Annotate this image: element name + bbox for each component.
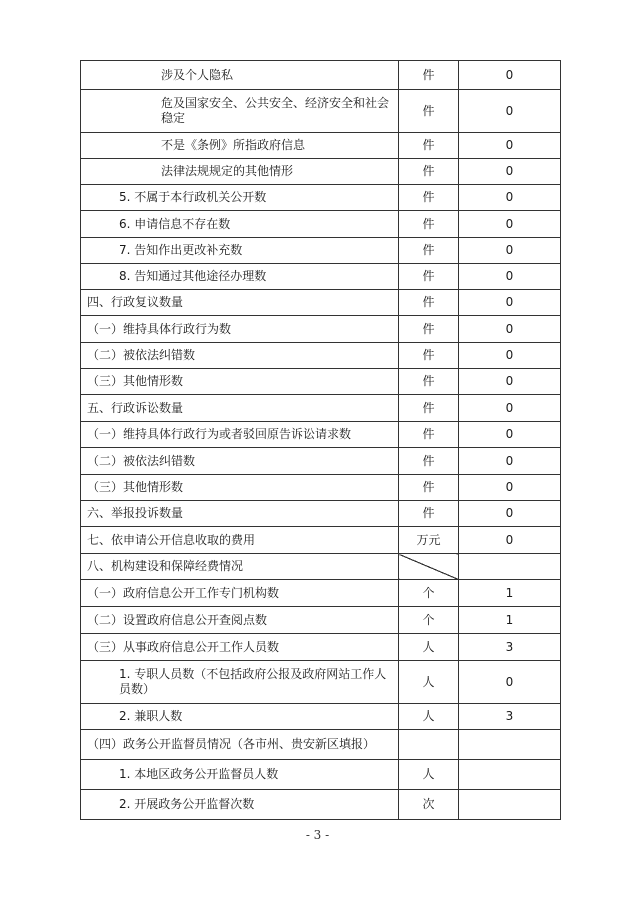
statistics-table xyxy=(80,60,561,820)
row-unit: 件 xyxy=(399,290,459,316)
row-unit: 件 xyxy=(399,501,459,527)
row-unit: 件 xyxy=(399,395,459,422)
row-value: 0 xyxy=(459,159,561,185)
row-label: 危及国家安全、公共安全、经济安全和社会稳定 xyxy=(81,90,399,133)
table-row xyxy=(81,343,561,369)
table-row xyxy=(81,501,561,527)
row-unit: 件 xyxy=(399,159,459,185)
row-unit: 人 xyxy=(399,704,459,730)
row-value xyxy=(459,554,561,580)
row-unit: 件 xyxy=(399,343,459,369)
row-unit: 件 xyxy=(399,90,459,133)
row-value: 1 xyxy=(459,607,561,634)
row-unit: 件 xyxy=(399,316,459,343)
table-row xyxy=(81,316,561,343)
table-row xyxy=(81,475,561,501)
row-label: （四）政务公开监督员情况（各市州、贵安新区填报） xyxy=(81,730,399,760)
row-label: 六、举报投诉数量 xyxy=(81,501,399,527)
table-row xyxy=(81,185,561,211)
row-label: 法律法规规定的其他情形 xyxy=(81,159,399,185)
table-row xyxy=(81,527,561,554)
row-value: 0 xyxy=(459,290,561,316)
row-label: （一）政府信息公开工作专门机构数 xyxy=(81,580,399,607)
row-value: 0 xyxy=(459,343,561,369)
table-row xyxy=(81,448,561,475)
row-unit: 件 xyxy=(399,448,459,475)
row-label: （二）被依法纠错数 xyxy=(81,448,399,475)
row-label: 1. 本地区政务公开监督员人数 xyxy=(81,760,399,790)
row-value: 0 xyxy=(459,61,561,90)
row-label: （一）维持具体行政行为数 xyxy=(81,316,399,343)
row-value: 0 xyxy=(459,661,561,704)
row-unit: 件 xyxy=(399,475,459,501)
row-unit: 人 xyxy=(399,634,459,661)
row-label: 2. 兼职人数 xyxy=(81,704,399,730)
row-value: 0 xyxy=(459,501,561,527)
row-label: 涉及个人隐私 xyxy=(81,61,399,90)
row-unit: 件 xyxy=(399,264,459,290)
table-row xyxy=(81,607,561,634)
row-value: 0 xyxy=(459,395,561,422)
table-row xyxy=(81,661,561,704)
row-value xyxy=(459,730,561,760)
row-unit: 人 xyxy=(399,661,459,704)
table-row xyxy=(81,238,561,264)
row-unit xyxy=(399,554,459,580)
row-unit: 件 xyxy=(399,238,459,264)
row-value: 3 xyxy=(459,634,561,661)
row-label: 不是《条例》所指政府信息 xyxy=(81,133,399,159)
row-label: （二）被依法纠错数 xyxy=(81,343,399,369)
row-value: 3 xyxy=(459,704,561,730)
table-row xyxy=(81,90,561,133)
row-label: 2. 开展政务公开监督次数 xyxy=(81,790,399,820)
row-label: 7. 告知作出更改补充数 xyxy=(81,238,399,264)
row-unit: 人 xyxy=(399,760,459,790)
row-label: （三）其他情形数 xyxy=(81,369,399,395)
row-value: 0 xyxy=(459,475,561,501)
table-row xyxy=(81,211,561,238)
row-value: 0 xyxy=(459,264,561,290)
row-label: 5. 不属于本行政机关公开数 xyxy=(81,185,399,211)
row-unit: 万元 xyxy=(399,527,459,554)
row-value xyxy=(459,790,561,820)
row-label: （一）维持具体行政行为或者驳回原告诉讼请求数 xyxy=(81,422,399,448)
row-value: 0 xyxy=(459,316,561,343)
row-unit: 件 xyxy=(399,422,459,448)
row-value: 0 xyxy=(459,422,561,448)
table-row xyxy=(81,369,561,395)
table-row xyxy=(81,133,561,159)
row-unit xyxy=(399,730,459,760)
table-row xyxy=(81,264,561,290)
row-label: 6. 申请信息不存在数 xyxy=(81,211,399,238)
row-label: （二）设置政府信息公开查阅点数 xyxy=(81,607,399,634)
row-label: （三）从事政府信息公开工作人员数 xyxy=(81,634,399,661)
row-unit: 件 xyxy=(399,133,459,159)
table-row xyxy=(81,61,561,90)
row-unit: 次 xyxy=(399,790,459,820)
row-value: 0 xyxy=(459,185,561,211)
row-value: 0 xyxy=(459,211,561,238)
row-unit: 件 xyxy=(399,61,459,90)
table-row xyxy=(81,159,561,185)
row-value: 0 xyxy=(459,527,561,554)
table-row xyxy=(81,730,561,760)
table-row xyxy=(81,704,561,730)
row-value: 1 xyxy=(459,580,561,607)
row-value: 0 xyxy=(459,133,561,159)
table-row xyxy=(81,790,561,820)
row-label: 1. 专职人员数（不包括政府公报及政府网站工作人员数） xyxy=(81,661,399,704)
table-row xyxy=(81,580,561,607)
row-label: 七、依申请公开信息收取的费用 xyxy=(81,527,399,554)
table-row xyxy=(81,634,561,661)
table-row xyxy=(81,395,561,422)
row-value: 0 xyxy=(459,238,561,264)
row-value: 0 xyxy=(459,448,561,475)
row-label: 8. 告知通过其他途径办理数 xyxy=(81,264,399,290)
row-label: （三）其他情形数 xyxy=(81,475,399,501)
table-row xyxy=(81,554,561,580)
row-unit: 个 xyxy=(399,580,459,607)
page-number: - 3 - xyxy=(305,828,330,842)
row-unit: 件 xyxy=(399,369,459,395)
table-row xyxy=(81,422,561,448)
row-value: 0 xyxy=(459,369,561,395)
row-unit: 件 xyxy=(399,185,459,211)
row-label: 四、行政复议数量 xyxy=(81,290,399,316)
row-value: 0 xyxy=(459,90,561,133)
row-label: 五、行政诉讼数量 xyxy=(81,395,399,422)
row-unit: 个 xyxy=(399,607,459,634)
table-row xyxy=(81,290,561,316)
table-row xyxy=(81,760,561,790)
row-label: 八、机构建设和保障经费情况 xyxy=(81,554,399,580)
row-value xyxy=(459,760,561,790)
row-unit: 件 xyxy=(399,211,459,238)
